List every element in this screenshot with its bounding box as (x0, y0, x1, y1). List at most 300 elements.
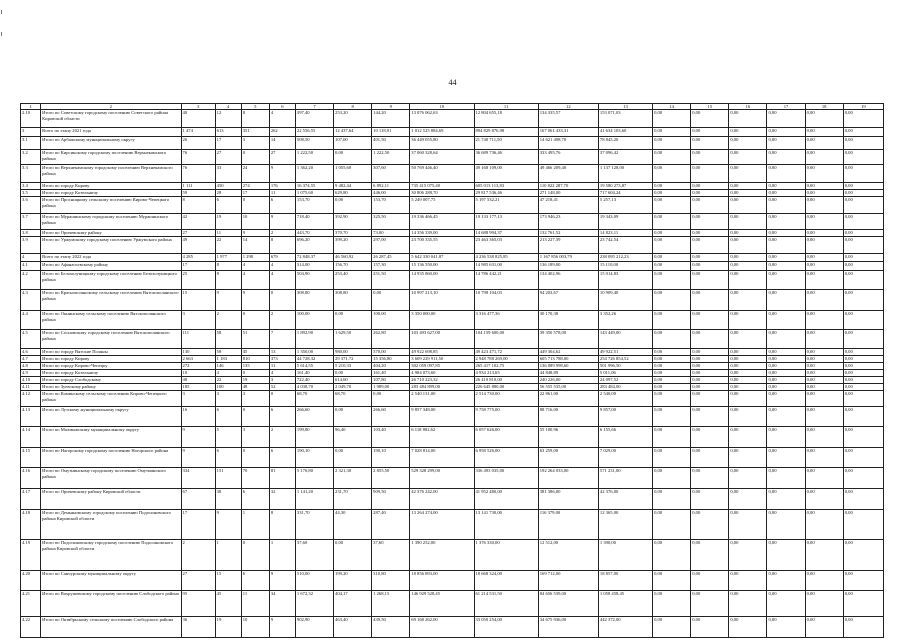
value-cell: 0,00 (767, 254, 805, 262)
value-cell: 33 050 254,00 (474, 617, 538, 638)
value-cell: 351 (241, 128, 269, 137)
value-cell: 0,00 (805, 591, 843, 617)
value-cell: 0,00 (729, 271, 767, 290)
value-cell: 2 (181, 540, 215, 571)
value-cell: 19 (215, 617, 241, 638)
value-cell: 0,00 (843, 254, 883, 262)
value-cell: 88 716,00 (538, 407, 598, 427)
row-number-cell: 4 (21, 254, 41, 262)
value-cell: 0,00 (805, 190, 843, 197)
value-cell: 0,00 (805, 230, 843, 237)
table-row (21, 363, 884, 370)
value-cell: 0,00 (767, 407, 805, 427)
value-cell: 23 463 365,03 (474, 237, 538, 254)
value-cell: 9 857 348,00 (410, 407, 474, 427)
table-row (21, 510, 884, 540)
value-cell: 274 (241, 183, 269, 190)
table-row (21, 370, 884, 377)
value-cell: 76 (181, 165, 215, 183)
row-name-cell: Итого по Мурашинскому городскому поселению Мурашинского района (41, 214, 181, 230)
header-cell: 4 (215, 104, 241, 110)
value-cell: 0,00 (334, 448, 372, 468)
value-cell: 9 857,00 (598, 407, 652, 427)
value-cell: 7 (269, 330, 295, 349)
value-cell: 0,00 (843, 540, 883, 571)
value-cell: 6 (269, 197, 295, 214)
value-cell: 2 540 131,00 (410, 391, 474, 407)
value-cell: 0,00 (653, 110, 691, 128)
value-cell: 37,60 (372, 540, 410, 571)
value-cell: 0,00 (767, 468, 805, 489)
value-cell: 614,60 (334, 377, 372, 384)
value-cell: 439,50 (372, 617, 410, 638)
table-row (21, 197, 884, 214)
row-number-cell: 3.7 (21, 214, 41, 230)
value-cell: 3 (181, 391, 215, 407)
value-cell: 14 356 339,00 (410, 230, 474, 237)
value-cell: 134 335,57 (538, 110, 598, 128)
header-cell: 18 (805, 104, 843, 110)
value-cell: 30 806 288,70 (410, 190, 474, 197)
value-cell: 68,70 (334, 391, 372, 407)
value-cell: 63 259,00 (538, 448, 598, 468)
row-name-cell: Итого по Уржумскому городскому поселению Уржумского района (41, 237, 181, 254)
value-cell: 96,40 (334, 427, 372, 448)
value-cell: 0,00 (653, 427, 691, 448)
row-name-cell: Итого по Нагорскому городскому поселению Нагорского района (41, 448, 181, 468)
row-name-cell: Итого по Омутнинскому городскому поселению Омутнинского района (41, 468, 181, 489)
value-cell: 0,00 (805, 384, 843, 391)
table-row (21, 183, 884, 190)
value-cell: 10 798 104,03 (474, 290, 538, 311)
value-cell: 13 076 062,63 (410, 110, 474, 128)
value-cell: 161,40 (372, 370, 410, 377)
value-cell: 0,00 (691, 290, 729, 311)
value-cell: 9 482,44 (334, 183, 372, 190)
value-cell: 262 (269, 128, 295, 137)
value-cell: 3 (241, 391, 269, 407)
value-cell: 9 (181, 448, 215, 468)
value-cell: 44 848,89 (538, 370, 598, 377)
value-cell: 0,00 (691, 468, 729, 489)
value-cell: 0 (269, 391, 295, 407)
value-cell: 50 769 446,40 (410, 165, 474, 183)
value-cell: 0,00 (843, 356, 883, 363)
value-cell: 0,00 (843, 349, 883, 356)
table-row (21, 356, 884, 363)
table-row (21, 489, 884, 510)
value-cell: 571 231,00 (598, 468, 652, 489)
value-cell: 3 352,26 (598, 311, 652, 330)
value-cell: 334 (181, 468, 215, 489)
value-cell: 19 133 177,13 (474, 214, 538, 230)
value-cell: 404,20 (372, 363, 410, 370)
value-cell: 0 (241, 540, 269, 571)
value-cell: 5 (215, 427, 241, 448)
value-cell: 401,50 (372, 137, 410, 150)
value-cell: 0,00 (767, 165, 805, 183)
value-cell: 0,00 (653, 197, 691, 214)
value-cell: 271 148,00 (538, 190, 598, 197)
value-cell: 0,00 (767, 356, 805, 363)
value-cell: 397,40 (295, 110, 333, 128)
value-cell: 14 688 994,37 (474, 230, 538, 237)
table-row (21, 190, 884, 197)
value-cell: 151 (215, 468, 241, 489)
value-cell: 0,00 (843, 489, 883, 510)
register-table-body (21, 104, 884, 638)
value-cell: 1 390,00 (598, 540, 652, 571)
row-number-cell: 4.10 (21, 377, 41, 384)
value-cell: 0,00 (805, 377, 843, 384)
value-cell: 0,00 (729, 311, 767, 330)
value-cell: 0,00 (729, 150, 767, 165)
value-cell: 373 (269, 356, 295, 363)
value-cell: 696,20 (295, 237, 333, 254)
value-cell: 13 264 274,00 (410, 510, 474, 540)
table-row (21, 230, 884, 237)
value-cell: 0,00 (691, 448, 729, 468)
value-cell: 11 (215, 230, 241, 237)
value-cell: 240 226,00 (538, 377, 598, 384)
value-cell: 308,80 (334, 290, 372, 311)
value-cell: 103 493 627,00 (410, 330, 474, 349)
table-row (21, 427, 884, 448)
value-cell: 40 (181, 110, 215, 128)
value-cell: 0,00 (691, 617, 729, 638)
value-cell: 0,00 (691, 190, 729, 197)
value-cell: 9 (269, 617, 295, 638)
value-cell: 15 (215, 571, 241, 591)
row-number-cell: 4.6 (21, 349, 41, 356)
value-cell: 0,00 (691, 262, 729, 271)
value-cell: 27 (181, 571, 215, 591)
value-cell: 0,00 (691, 391, 729, 407)
value-cell: 5 210,33 (334, 363, 372, 370)
value-cell: 0,00 (805, 370, 843, 377)
value-cell: 36 (181, 617, 215, 638)
value-cell: 2 540,00 (598, 391, 652, 407)
table-row (21, 214, 884, 230)
value-cell: 49 922 698,85 (410, 349, 474, 356)
value-cell: 24 097,52 (598, 377, 652, 384)
value-cell: 0,00 (653, 407, 691, 427)
row-number-cell: 4.15 (21, 448, 41, 468)
value-cell: 11 (269, 363, 295, 370)
value-cell: 9 (181, 427, 215, 448)
value-cell: 25 (181, 271, 215, 290)
table-row (21, 262, 884, 271)
value-cell: 2 (269, 427, 295, 448)
header-cell: 3 (181, 104, 215, 110)
value-cell: 0,00 (843, 197, 883, 214)
row-name-cell: Итого по Демьяновскому городскому поселению Подосиновского района Кировской области (41, 510, 181, 540)
value-cell: 894 829 876,98 (474, 128, 538, 137)
value-cell: 253,20 (334, 110, 372, 128)
value-cell: 0,00 (729, 591, 767, 617)
value-cell: 0,00 (729, 254, 767, 262)
value-cell: 19 (241, 377, 269, 384)
row-number-cell: 3.6 (21, 197, 41, 214)
value-cell: 14 823,11 (598, 230, 652, 237)
value-cell: 0,00 (843, 230, 883, 237)
value-cell: 2 855,50 (372, 468, 410, 489)
value-cell: 37,60 (295, 540, 333, 571)
row-name-cell: Итого по Коминскому сельскому поселению Кирово-Чепецкого района (41, 391, 181, 407)
value-cell: 0,00 (653, 510, 691, 540)
row-name-cell: Итого по Зуевскому району (41, 384, 181, 391)
row-name-cell: Итого по городу Котельничу (41, 370, 181, 377)
value-cell: 0,00 (653, 468, 691, 489)
value-cell: 0,00 (767, 311, 805, 330)
value-cell: 0,00 (767, 262, 805, 271)
value-cell: 0,00 (691, 137, 729, 150)
value-cell: 58 (215, 330, 241, 349)
value-cell: 6 (241, 571, 269, 591)
value-cell: 153,70 (295, 197, 333, 214)
value-cell: 4 934 213,65 (474, 370, 538, 377)
value-cell: 0,00 (843, 150, 883, 165)
value-cell: 0,00 (843, 165, 883, 183)
value-cell: 449 304,62 (538, 349, 598, 356)
value-cell: 2 (215, 311, 241, 330)
value-cell: 0,00 (729, 183, 767, 190)
value-cell: 0,00 (805, 311, 843, 330)
value-cell: 302 059 097,85 (410, 363, 474, 370)
value-cell: 213 227,39 (538, 237, 598, 254)
value-cell: 0,00 (805, 407, 843, 427)
row-name-cell: Итого по городу Кирову (41, 183, 181, 190)
value-cell: 0,00 (691, 356, 729, 363)
value-cell: 909,50 (372, 489, 410, 510)
row-number-cell: 2.10 (21, 110, 41, 128)
value-cell: 84 656 539,00 (538, 591, 598, 617)
value-cell: 679 (269, 254, 295, 262)
value-cell: 116 379,00 (538, 510, 598, 540)
value-cell: 15 (181, 290, 215, 311)
value-cell: 22 861,00 (538, 391, 598, 407)
value-cell: 0,00 (805, 214, 843, 230)
value-cell: 0,00 (653, 237, 691, 254)
register-table (20, 103, 884, 638)
value-cell: 0,00 (805, 448, 843, 468)
value-cell: 1 268,15 (372, 591, 410, 617)
value-cell: 0,00 (843, 571, 883, 591)
value-cell: 23 700 335,55 (410, 237, 474, 254)
row-name-cell: Итого по Сосновскому городскому поселению Вятскополянского района (41, 330, 181, 349)
value-cell: 8 (215, 262, 241, 271)
value-cell: 0,00 (653, 254, 691, 262)
row-number-cell: 4.13 (21, 407, 41, 427)
header-cell: 10 (410, 104, 474, 110)
value-cell: 0,00 (767, 128, 805, 137)
value-cell: 6 118 882,62 (410, 427, 474, 448)
value-cell: 370,00 (372, 349, 410, 356)
value-cell: 130 (181, 349, 215, 356)
value-cell: 199,20 (334, 571, 372, 591)
value-cell: 0,00 (767, 377, 805, 384)
header-cell: 12 (538, 104, 598, 110)
value-cell: 0,00 (691, 427, 729, 448)
table-row (21, 271, 884, 290)
row-name-cell: Итого по Белохолуницкому городскому поселению Белохолуницкого района (41, 271, 181, 290)
value-cell: 6 958 526,00 (474, 448, 538, 468)
value-cell: 1 137 128,00 (598, 165, 652, 183)
value-cell: 0,00 (653, 377, 691, 384)
value-cell: 68,70 (295, 391, 333, 407)
value-cell: 29 371,72 (334, 356, 372, 363)
row-name-cell: Итого по Верхнекамскому городскому поселению Верхнекамского района (41, 165, 181, 183)
value-cell: 310,80 (372, 571, 410, 591)
row-number-cell: 4.2 (21, 271, 41, 290)
value-cell: 12 365,00 (598, 510, 652, 540)
value-cell: 0,00 (691, 230, 729, 237)
value-cell: 17 (241, 190, 269, 197)
value-cell: 76 (181, 150, 215, 165)
value-cell: 199,80 (295, 427, 333, 448)
table-row (21, 137, 884, 150)
value-cell: 0,00 (691, 311, 729, 330)
value-cell: 1 012 525 884,69 (410, 128, 474, 137)
value-cell: 0,00 (843, 407, 883, 427)
value-cell: 314,00 (295, 262, 333, 271)
value-cell: 42 (181, 214, 215, 230)
value-cell: 0,00 (653, 214, 691, 230)
value-cell: 0,00 (729, 356, 767, 363)
row-name-cell: Итого по Афанасьевскому району (41, 262, 181, 271)
value-cell: 722,40 (295, 377, 333, 384)
value-cell: 0,00 (653, 448, 691, 468)
value-cell: 0 (241, 370, 269, 377)
value-cell: 265 417 102,75 (474, 363, 538, 370)
value-cell: 4 236 538 825,85 (474, 254, 538, 262)
value-cell: 192 264 033,00 (538, 468, 598, 489)
value-cell: 32 (269, 489, 295, 510)
value-cell: 0,00 (691, 510, 729, 540)
table-row (21, 407, 884, 427)
value-cell: 0,00 (805, 391, 843, 407)
value-cell: 11 (241, 591, 269, 617)
value-cell: 0,00 (843, 311, 883, 330)
value-cell: 16 (181, 407, 215, 427)
value-cell: 22 (215, 377, 241, 384)
value-cell: 49 423 471,72 (474, 349, 538, 356)
value-cell: 0,00 (653, 370, 691, 377)
value-cell: 1 474 (181, 128, 215, 137)
value-cell: 0,00 (334, 311, 372, 330)
table-row (21, 237, 884, 254)
value-cell: 104 159 600,00 (474, 330, 538, 349)
value-cell: 13 141 730,00 (474, 510, 538, 540)
table-row (21, 349, 884, 356)
value-cell: 15 014,83 (598, 271, 652, 290)
value-cell: 0,00 (691, 407, 729, 427)
value-cell: 44 728,32 (295, 356, 333, 363)
value-cell: 0,00 (767, 591, 805, 617)
value-cell: 0,00 (653, 540, 691, 571)
value-cell: 19 343,09 (598, 214, 652, 230)
row-number-cell: 4.22 (21, 617, 41, 638)
value-cell: 52 (269, 384, 295, 391)
value-cell: 111 (181, 330, 215, 349)
value-cell: 49 922,51 (598, 349, 652, 356)
value-cell: 1 141,20 (295, 489, 333, 510)
row-number-cell: 4.3 (21, 290, 41, 311)
value-cell: 0,00 (691, 271, 729, 290)
value-cell: 0,00 (805, 427, 843, 448)
value-cell: 735 415 075,40 (410, 183, 474, 190)
value-cell: 23 742,54 (598, 237, 652, 254)
value-cell: 70 (241, 468, 269, 489)
value-cell: 173 946,23 (538, 214, 598, 230)
row-name-cell: Итого по Оричевскому району Кировской области (41, 489, 181, 510)
value-cell: 0,00 (691, 540, 729, 571)
value-cell: 283 484,00 (598, 384, 652, 391)
table-row (21, 384, 884, 391)
value-cell: 14 786 442,21 (474, 271, 538, 290)
value-cell: 4 038,70 (295, 384, 333, 391)
page-number: 44 (448, 78, 457, 87)
value-cell: 33 (215, 165, 241, 183)
value-cell: 21 740 711,50 (474, 137, 538, 150)
value-cell: 4 (269, 110, 295, 128)
value-cell: 399,20 (334, 237, 372, 254)
table-row (21, 571, 884, 591)
value-cell: 0,00 (334, 540, 372, 571)
value-cell: 6 (215, 407, 241, 427)
row-name-cell: Итого по Малмыжскому муниципальному округу (41, 427, 181, 448)
value-cell: 22 556,55 (295, 128, 333, 137)
value-cell: 392,90 (334, 214, 372, 230)
value-cell: 0,00 (334, 407, 372, 427)
value-cell: 0,00 (653, 356, 691, 363)
value-cell: 143 449,00 (598, 330, 652, 349)
value-cell: 0,00 (767, 214, 805, 230)
value-cell: 1 672,32 (295, 591, 333, 617)
row-name-cell: Итого по Октябрьскому сельскому поселению Слободского района (41, 617, 181, 638)
value-cell: 0,00 (729, 262, 767, 271)
value-cell: 8 (241, 110, 269, 128)
value-cell: 15 110,00 (598, 262, 652, 271)
value-cell: 24 (241, 165, 269, 183)
value-cell: 0,00 (729, 110, 767, 128)
value-cell: 5 011,06 (598, 370, 652, 377)
value-cell: 10 909,40 (598, 290, 652, 311)
value-cell: 0,00 (691, 489, 729, 510)
value-cell: 26 410 810,00 (474, 377, 538, 384)
value-cell: 0,00 (334, 197, 372, 214)
value-cell: 0,00 (691, 349, 729, 356)
value-cell: 146 (215, 363, 241, 370)
value-cell: 167 061 433,31 (538, 128, 598, 137)
value-cell: 48 (241, 384, 269, 391)
value-cell: 266,60 (295, 407, 333, 427)
value-cell: 0,00 (843, 271, 883, 290)
value-cell: 12 804 655,18 (474, 110, 538, 128)
value-cell: 2 (269, 311, 295, 330)
value-cell: 14 (241, 237, 269, 254)
value-cell: 3 350 000,00 (410, 311, 474, 330)
value-cell: 28 (215, 190, 241, 197)
value-cell: 2 (269, 230, 295, 237)
value-cell: 0,00 (729, 290, 767, 311)
value-cell: 443,70 (295, 230, 333, 237)
value-cell: 4 (269, 370, 295, 377)
row-number-cell: 3.5 (21, 190, 41, 197)
value-cell: 37 060 328,64 (410, 150, 474, 165)
row-number-cell: 4.11 (21, 384, 41, 391)
value-cell: 4 984 073,60 (410, 370, 474, 377)
